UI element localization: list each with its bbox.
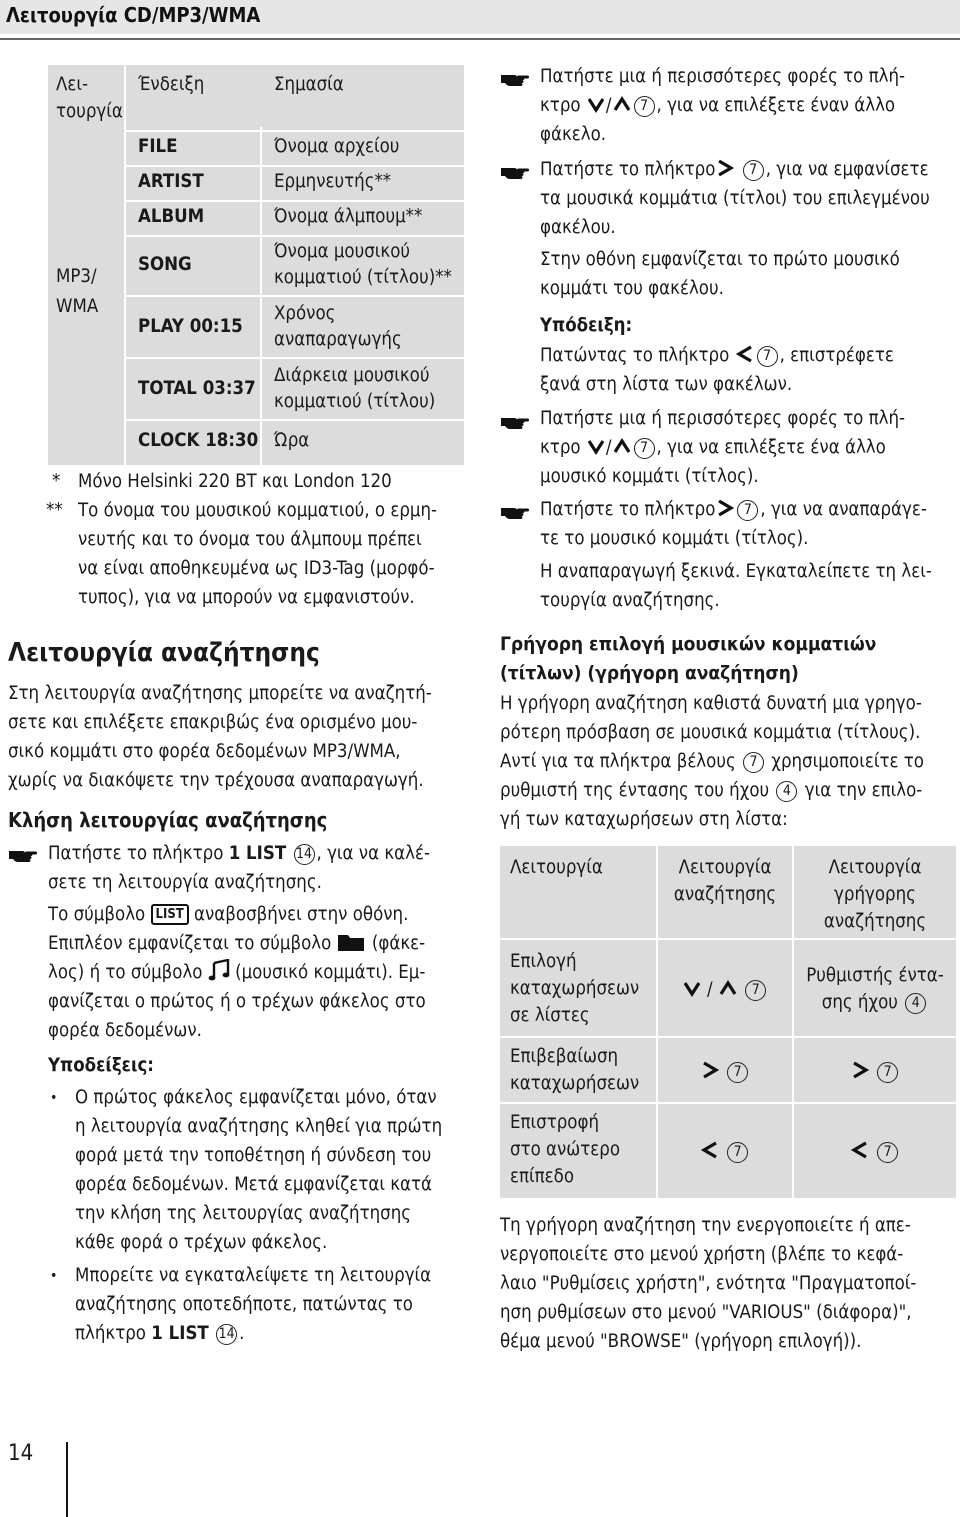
step-open-line: τα μουσικά κομμάτια (τίτλοι) του επιλεγμένου xyxy=(540,188,930,209)
meaning-total-2: κομματιού (τίτλου) xyxy=(274,391,436,412)
text: , για να επιλέξετε έναν άλλο xyxy=(656,95,896,116)
closing-line: θέμα μενού "BROWSE" (γρήγορη επιλογή)). xyxy=(500,1331,862,1352)
display-file: FILE xyxy=(138,136,178,157)
note-line: η λειτουργία αναζήτησης κληθεί για πρώτη xyxy=(75,1116,443,1137)
meaning-song-1: Όνομα μουσικού xyxy=(274,241,411,262)
page-header-title: Λειτουργία CD/MP3/WMA xyxy=(6,3,261,27)
text: , για να επιλέξετε ένα άλλο xyxy=(656,437,886,458)
pointing-hand-icon xyxy=(500,70,530,88)
t2-header-search: αναζήτησης xyxy=(673,884,777,905)
t2-row-label: καταχωρήσεων xyxy=(510,1073,640,1094)
text: (φάκε- xyxy=(371,933,426,954)
closing-line: Τη γρήγορη αναζήτηση την ενεργοποιείτε ή απε- xyxy=(500,1215,911,1236)
key-number-badge: 7 xyxy=(877,1142,898,1163)
t2-header-quick: αναζήτησης xyxy=(823,911,927,932)
notes-title: Υποδείξεις: xyxy=(48,1055,154,1076)
text: / xyxy=(707,979,713,1000)
t2-search-confirm xyxy=(658,1058,792,1086)
folder-symbol-line xyxy=(48,930,425,958)
t2-search-back xyxy=(658,1138,792,1166)
table-row-divider xyxy=(500,1036,956,1038)
t2-row-label: Επιλογή xyxy=(510,951,577,972)
key-number-badge: 7 xyxy=(745,980,766,1001)
key-number-badge: 7 xyxy=(634,438,655,459)
text: , για να αναπαράγε- xyxy=(760,499,927,520)
footnote-dstar-mark: ** xyxy=(46,500,63,521)
page-header xyxy=(0,0,960,34)
note-line: φορά μετά την τοποθέτηση ή σύνδεση του xyxy=(75,1145,432,1166)
quick-text-line xyxy=(500,748,924,776)
display-clock: CLOCK 18:30 xyxy=(138,430,259,451)
col-header-function-1: Λει- xyxy=(56,74,89,95)
footnote-dstar-line: Το όνομα του μουσικού κομματιού, ο ερμη- xyxy=(78,500,438,521)
display-song: SONG xyxy=(138,254,192,275)
step-track-line: μουσικό κομμάτι (τίτλος). xyxy=(540,466,759,487)
mode-label-2: WMA xyxy=(56,296,99,317)
t2-row-label: Επιστροφή xyxy=(510,1112,600,1133)
arrow-down-icon xyxy=(682,978,702,998)
note-line: φορέα δεδομένων. Μετά εμφανίζεται κατά xyxy=(75,1174,433,1195)
key-number-badge: 7 xyxy=(743,160,764,181)
step-open-line xyxy=(540,156,929,184)
step-call-line1 xyxy=(48,840,430,868)
quick-search-table xyxy=(500,846,956,1198)
hint-line: ξανά στη λίστα των φακέλων. xyxy=(540,374,793,395)
footnote-dstar-line: τυπος), για να μπορούν να εμφανιστούν. xyxy=(78,587,415,608)
footnote-star-text: Μόνο Helsinki 220 BT και London 120 xyxy=(78,471,392,492)
text: κτρο xyxy=(540,437,581,458)
search-intro-line: σικό κομμάτι στο φορέα δεδομένων MP3/WMA, xyxy=(8,741,401,762)
display-table xyxy=(48,65,464,465)
t2-row-label: Επιβεβαίωση xyxy=(510,1046,619,1067)
t2-quick-select xyxy=(794,989,956,1017)
key-number-badge: 7 xyxy=(737,500,758,521)
text: . xyxy=(239,1323,245,1344)
key-number-badge: 7 xyxy=(727,1062,748,1083)
quick-text-line: γή των καταχωρήσεων στη λίστα: xyxy=(500,809,788,830)
symbol-list-line xyxy=(48,901,408,929)
meaning-song-2: κομματιού (τίτλου)** xyxy=(274,267,452,288)
display-album: ALBUM xyxy=(138,206,205,227)
step-play-line: τουργία αναζήτησης. xyxy=(540,590,720,611)
folder-icon xyxy=(337,932,367,952)
pointing-hand-icon xyxy=(500,163,530,181)
t2-header-quick: γρήγορης xyxy=(834,884,916,905)
footnote-star-mark: * xyxy=(52,471,61,492)
table-row-divider xyxy=(124,165,464,167)
music-note-icon xyxy=(208,959,230,981)
col-header-function-2: τουργία xyxy=(56,101,123,122)
arrow-left-icon xyxy=(700,1140,720,1160)
key-1-list: 1 LIST xyxy=(151,1323,209,1344)
search-intro-line: χωρίς να διακόψετε την τρέχουσα αναπαραγωγή. xyxy=(8,770,424,791)
text: Το σύμβολο xyxy=(48,904,146,925)
text: Πατώντας το πλήκτρο xyxy=(540,345,730,366)
footnote-dstar-line: νευτής και το όνομα του άλμπουμ πρέπει xyxy=(78,529,422,550)
t2-header-function: Λειτουργία xyxy=(510,857,603,878)
col-header-meaning: Σημασία xyxy=(274,74,344,95)
key-number-badge: 14 xyxy=(294,844,315,865)
key-number-badge: 4 xyxy=(905,993,926,1014)
arrow-down-icon xyxy=(586,436,606,456)
key-1-list: 1 LIST xyxy=(228,843,287,864)
step-open-line: κομμάτι του φακέλου. xyxy=(540,278,724,299)
meaning-clock: Ώρα xyxy=(274,430,310,451)
t2-quick-confirm xyxy=(794,1058,956,1086)
display-play: PLAY 00:15 xyxy=(138,316,243,337)
step-folder-line: Πατήστε μια ή περισσότερες φορές το πλή- xyxy=(540,66,906,87)
pointing-hand-icon xyxy=(8,846,38,864)
key-number-badge: 7 xyxy=(877,1062,898,1083)
table-row-divider xyxy=(124,357,464,359)
key-number-badge: 7 xyxy=(634,96,655,117)
text: ρυθμιστή της έντασης του ήχου xyxy=(500,780,770,801)
music-symbol-line xyxy=(48,959,425,987)
note-line xyxy=(75,1320,244,1348)
arrow-right-icon xyxy=(700,1060,720,1080)
t2-quick-back xyxy=(794,1138,956,1166)
col-header-display: Ένδειξη xyxy=(138,74,205,95)
quick-text-line xyxy=(500,777,922,805)
key-number-badge: 7 xyxy=(757,346,778,367)
key-number-badge: 14 xyxy=(216,1324,237,1345)
step-text: , για να καλέ- xyxy=(316,843,430,864)
table-row-divider xyxy=(124,200,464,202)
text: Αντί για τα πλήκτρα βέλους xyxy=(500,751,736,772)
step-folder-line: φάκελο. xyxy=(540,124,607,145)
arrow-left-icon xyxy=(850,1140,870,1160)
page-number: 14 xyxy=(8,1441,34,1466)
search-intro-line: Στη λειτουργία αναζήτησης μπορείτε να αναζητή- xyxy=(8,683,432,704)
text: κτρο xyxy=(540,95,581,116)
subsection-title-call: Κλήση λειτουργίας αναζήτησης xyxy=(8,808,328,832)
footer-divider xyxy=(66,1442,68,1517)
list-symbol-icon: LIST xyxy=(151,904,189,925)
text: αναβοσβήνει στην οθόνη. xyxy=(194,904,409,925)
arrow-right-icon xyxy=(715,498,735,518)
t2-row-label: καταχωρήσεων xyxy=(510,978,640,999)
t2-search-select xyxy=(658,976,792,1004)
text: χρησιμοποιείτε το xyxy=(771,751,924,772)
table-col-divider xyxy=(124,65,126,465)
step-text: Πατήστε το πλήκτρο xyxy=(48,843,229,864)
step-call-line2: σετε τη λειτουργία αναζήτησης. xyxy=(48,872,322,893)
table-row-divider xyxy=(124,130,464,132)
arrow-right-icon xyxy=(850,1060,870,1080)
display-artist: ARTIST xyxy=(138,171,204,192)
meaning-play-2: αναπαραγωγής xyxy=(274,329,402,350)
folder-text-line: φορέα δεδομένων. xyxy=(48,1020,202,1041)
t2-quick-select: Ρυθμιστής έντα- xyxy=(806,965,944,986)
note-line: κάθε φορά ο τρέχων φάκελος. xyxy=(75,1232,328,1253)
text: / xyxy=(605,437,612,458)
text: (μουσικό κομμάτι). Εμ- xyxy=(235,962,426,983)
text: Πατήστε το πλήκτρο xyxy=(540,499,716,520)
table-row-divider xyxy=(124,295,464,297)
text: λος) ή το σύμβολο xyxy=(48,962,203,983)
note-line: Μπορείτε να εγκαταλείψετε τη λειτουργία xyxy=(75,1265,432,1286)
header-divider xyxy=(0,38,960,40)
t2-header-quick: Λειτουργία xyxy=(828,857,922,878)
text: / xyxy=(605,95,612,116)
quick-text-line: Η γρήγορη αναζήτηση καθιστά δυνατή μια γρηγο- xyxy=(500,693,922,714)
note-line: αναζήτησης οποτεδήποτε, πατώντας το xyxy=(75,1294,413,1315)
t2-row-label: σε λίστες xyxy=(510,1005,590,1026)
meaning-album: Όνομα άλμπουμ** xyxy=(274,206,423,227)
meaning-artist: Ερμηνευτής** xyxy=(274,171,392,192)
step-play-line: τε το μουσικό κομμάτι (τίτλος). xyxy=(540,528,809,549)
meaning-file: Όνομα αρχείου xyxy=(274,136,400,157)
text: για την επιλο- xyxy=(804,780,923,801)
key-number-badge: 4 xyxy=(776,781,797,802)
footnote-dstar-line: να είναι αποθηκευμένα ως ID3-Tag (μορφό- xyxy=(78,558,435,579)
quick-title-line: (τίτλων) (γρήγορη αναζήτηση) xyxy=(500,662,799,684)
step-open-line: Στην οθόνη εμφανίζεται το πρώτο μουσικό xyxy=(540,249,900,270)
closing-line: νεργοποιείτε στο μενού χρήστη (βλέπε το κεφά- xyxy=(500,1244,904,1265)
table-row-divider xyxy=(500,1102,956,1104)
meaning-total-1: Διάρκεια μουσικού xyxy=(274,365,430,386)
arrow-right-icon xyxy=(715,158,735,178)
key-number-badge: 7 xyxy=(743,752,764,773)
note-line: την κλήση της λειτουργίας αναζήτησης xyxy=(75,1203,412,1224)
note-line: Ο πρώτος φάκελος εμφανίζεται μόνο, όταν xyxy=(75,1087,437,1108)
quick-title-line: Γρήγορη επιλογή μουσικών κομματιών xyxy=(500,633,877,655)
display-total: TOTAL 03:37 xyxy=(138,378,256,399)
search-intro-line: σετε και επιλέξετε επακριβώς ένα ορισμένο μου- xyxy=(8,712,418,733)
folder-text-line: φανίζεται ο πρώτος ή ο τρέχων φάκελος στο xyxy=(48,991,426,1012)
section-title-search: Λειτουργία αναζήτησης xyxy=(8,638,320,668)
bullet: • xyxy=(50,1268,58,1284)
meaning-play-1: Χρόνος xyxy=(274,303,336,324)
table-row-divider xyxy=(124,235,464,237)
step-open-line: φακέλου. xyxy=(540,217,616,238)
key-number-badge: 7 xyxy=(727,1142,748,1163)
step-track-line: Πατήστε μια ή περισσότερες φορές το πλή- xyxy=(540,408,906,429)
closing-line: ηση ρυθμίσεων στο μενού "VARIOUS" (διάφορα)", xyxy=(500,1302,912,1323)
step-folder-line xyxy=(540,92,895,120)
arrow-left-icon xyxy=(735,344,755,364)
step-play-line xyxy=(540,496,927,524)
pointing-hand-icon xyxy=(500,503,530,521)
t2-row-label: επίπεδο xyxy=(510,1166,575,1187)
arrow-up-icon xyxy=(612,94,632,114)
text: , για να εμφανίσετε xyxy=(765,159,929,180)
text: Πατήστε το πλήκτρο xyxy=(540,159,716,180)
hint-line xyxy=(540,342,894,370)
hint-title: Υπόδειξη: xyxy=(540,315,633,336)
arrow-down-icon xyxy=(586,94,606,114)
t2-row-label: στο ανώτερο xyxy=(510,1139,621,1160)
text: σης ήχου xyxy=(821,992,898,1013)
bullet: • xyxy=(50,1090,58,1106)
quick-text-line: ρότερη πρόσβαση σε μουσικά κομμάτια (τίτλους). xyxy=(500,722,921,743)
step-play-line: Η αναπαραγωγή ξεκινά. Εγκαταλείπετε τη λει- xyxy=(540,561,932,582)
text: , επιστρέφετε xyxy=(779,345,894,366)
table-row-divider xyxy=(124,419,464,421)
table-row-divider xyxy=(500,938,956,940)
pointing-hand-icon xyxy=(500,413,530,431)
text: Επιπλέον εμφανίζεται το σύμβολο xyxy=(48,933,332,954)
arrow-up-icon xyxy=(612,436,632,456)
mode-label-1: MP3/ xyxy=(56,266,97,287)
t2-header-search: Λειτουργία xyxy=(678,857,772,878)
step-track-line xyxy=(540,434,886,462)
closing-line: λαιο "Ρυθμίσεις χρήστη", ενότητα "Πραγματοποί- xyxy=(500,1273,917,1294)
arrow-up-icon xyxy=(718,978,738,998)
text: πλήκτρο xyxy=(75,1323,152,1344)
